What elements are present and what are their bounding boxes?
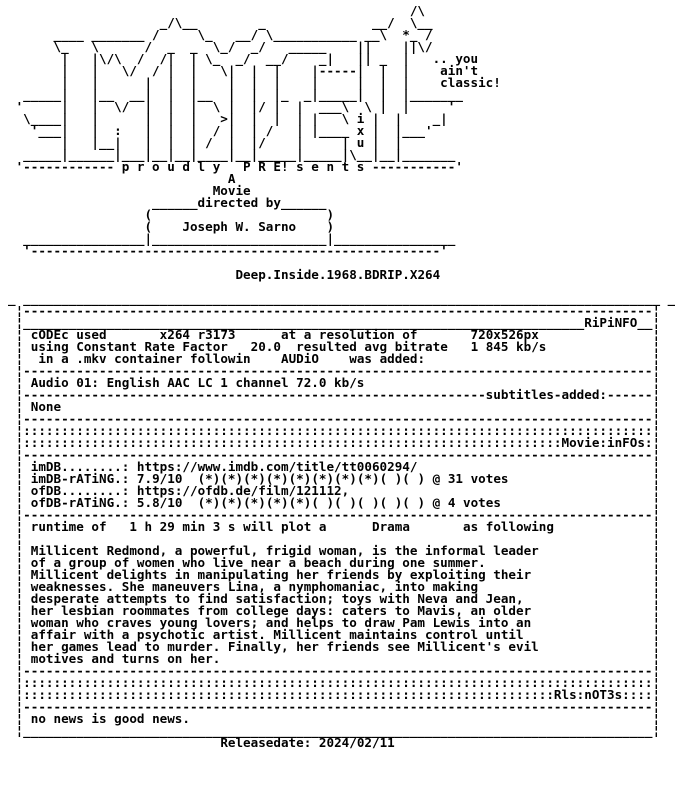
- plot-line: her lesbian roommates from college days: caters to Mavis, an older: [30, 603, 532, 618]
- plot-line: her games lead to murder. Finally, her friends see Millicent's evil: [30, 639, 539, 654]
- ofdb-votes: @ 4 votes: [432, 495, 501, 510]
- codec-label: cODEc used: [30, 327, 107, 342]
- releasedate-label: Releasedate:: [220, 735, 312, 750]
- resolution-label: at a resolution of: [280, 327, 418, 342]
- ofdb-url[interactable]: https://ofdb.de/film/121112,: [136, 483, 350, 498]
- added-text: was added:: [349, 351, 426, 366]
- plot-line: Millicent Redmond, a powerful, frigid woman, is the informal leader: [30, 543, 539, 558]
- ascii-art-line: | |\/\ / /| | \_ _/ __/ _| || _ | .. you: [8, 51, 479, 66]
- ascii-art-line: \_ \ / _ _ \_/ _/ _____ || ||\/: [8, 39, 433, 54]
- notes-header: Rls:nOT3s:: [553, 687, 630, 702]
- audio-label: AUDiO: [281, 351, 319, 366]
- following-text: as following: [462, 519, 554, 534]
- plot-line: weaknesses. She maneuvers Lina, a nymphomaniac, into making: [30, 579, 479, 594]
- releasedate-value: 2024/02/11: [318, 735, 395, 750]
- runtime-value: 1 h 29 min 3 s: [129, 519, 236, 534]
- notes-text: no news is good news.: [30, 711, 190, 726]
- ascii-art-line: ( ): [8, 207, 335, 222]
- ascii-art-line: A: [8, 171, 236, 186]
- plot-line: Millicent delights in manipulating her friends by exploiting their: [30, 567, 532, 582]
- movieinfo-header: Movie:inFOs:: [561, 435, 653, 450]
- subtitles-header: subtitles-added:: [485, 387, 607, 402]
- container-text: in a .mkv container followin: [38, 351, 251, 366]
- ascii-art-line: ____ _______ / \_ __/ \___________ __\ *_ /: [8, 27, 433, 42]
- ascii-art-line: ______directed by______: [8, 195, 327, 210]
- ascii-art-line: /\: [8, 3, 426, 18]
- ofdb-stars: (*)(*)(*)(*)(*)( )( )( )( )( ): [197, 495, 426, 510]
- ascii-art-line: '------------------------------------------------------': [8, 243, 448, 258]
- crf-value: 20.0: [250, 339, 281, 354]
- ascii-art-line: _____| |__ __| | |__ | | |_ _|_____| | |_______: [8, 87, 463, 102]
- imdb-stars: (*)(*)(*)(*)(*)(*)(*)(*)( )( ): [197, 471, 426, 486]
- ascii-art-line: | | | | | | | | | | | | classic!: [8, 75, 501, 90]
- ofdb-rating-label: ofDB-rATiNG.:: [30, 495, 130, 510]
- plot-line: of a group of women who live near a beach during one summer.: [30, 555, 486, 570]
- bitrate-label: resulted avg bitrate: [296, 339, 448, 354]
- ascii-art-line: | |__| | | | / | |/ | | u | |: [8, 135, 403, 150]
- release-title: Deep.Inside.1968.BDRIP.X264: [235, 267, 441, 282]
- imdb-rating-label: imDB-rATiNG.:: [30, 471, 130, 486]
- ascii-art-line: '___| | : | | | / | | / | |____ x | |___': [8, 123, 433, 138]
- crf-label: using Constant Rate Factor: [30, 339, 228, 354]
- genre-value: Drama: [371, 519, 410, 534]
- resolution-value: 720x526px: [470, 327, 539, 342]
- plot-line: desperate attempts to find satisfaction; toys with Neva and Jean,: [30, 591, 524, 606]
- ascii-art-line: | | \/ / | | \| | | |-----| | | ain't: [8, 63, 479, 78]
- codec-value: x264 r3173: [159, 327, 236, 342]
- ascii-art-line: ( Joseph W. Sarno ): [8, 219, 335, 234]
- imdb-label: imDB........:: [30, 459, 130, 474]
- imdb-votes: @ 31 votes: [432, 471, 509, 486]
- ofdb-label: ofDB........:: [30, 483, 130, 498]
- ascii-art-line: _____|______|___|__|__|____|__|_____|_____|\__|__|_______: [8, 147, 456, 162]
- ascii-art-line: ________________|_______________________|________________: [8, 231, 456, 246]
- ripinfo-header: RiPiNFO: [584, 315, 638, 330]
- ascii-art-line: _/\__ _ __/ \__: [8, 15, 433, 30]
- ascii-art-line: '------------ p r o u d l y P R E! s e n t s -----------': [8, 159, 463, 174]
- bitrate-value: 1 845 kb/s: [470, 339, 547, 354]
- audio-track: Audio 01: English AAC LC 1 channel 72.0 kb/s: [30, 375, 365, 390]
- ascii-art-line: \____| | | | | >| | | | | \ i | | _|: [8, 111, 448, 126]
- nfo-document: /\ _/\__ _ __/ \__ ____ _______ / \_ __/ \___________ __\ *_ / \_ \ / _ _ \_/ _/ _____ || ||\/ | |\/\ / /| | \_ _/ __/ _| || _ | .. you | | \/ / | | \| | | |-----| | | ain't | | | | | | | | | | | | classic! _____| |__ __| | |__ | | |_ _|_____| | |_______ ' | | \/ | | | \ | |/ | | ___\ \ | | ' \____| | | | | >| | | | | \ i | | _| '___| | : | | | / | | / | |____ x | |___' | |__| | | | / | |/ | | u | | _____|______|___|__|__|____|__|_____|_____|\__|__|_______ '------------ p r o u d l y P R E! s e n t s -----------' A Movie ______directed by______ ( ) ( Joseph W. Sarno ) ________________|_______________________|________________ '------------------------------------------------------' Deep.Inside.1968.BDRIP.X264 _ ____________________________________________________________________________________ _ ¦-----------------------------------------------------------------------------------¦ ¦__________________________________________________________________________RiPiNFO__¦ ¦ cODEc used x264 r3173 at a resolution of 720x526px ¦ ¦ using Constant Rate Factor 20.0 resulted avg bitrate 1 845 kb/s ¦ ¦ in a .mkv container followin AUDiO was added: ¦ ¦-----------------------------------------------------------------------------------¦ ¦ Audio 01: English AAC LC 1 channel 72.0 kb/s ¦ ¦-------------------------------------------------------------subtitles-added:------¦ ¦ None ¦ ¦-----------------------------------------------------------------------------------¦ ¦:::::::::::::::::::::::::::::::::::::::::::::::::::::::::::::::::::::::::::::::::::¦ ¦:::::::::::::::::::::::::::::::::::::::::::::::::::::::::::::::::::::::Movie:inFOs:¦ ¦-----------------------------------------------------------------------------------¦ ¦ imDB........: https://www.imdb.com/title/tt0060294/ ¦ ¦ imDB-rATiNG.: 7.9/10 (*)(*)(*)(*)(*)(*)(*)(*)( )( ) @ 31 votes ¦ ¦ ofDB........: https://ofdb.de/film/121112, ¦ ¦ ofDB-rATiNG.: 5.8/10 (*)(*)(*)(*)(*)( )( )( )( )( ) @ 4 votes ¦ ¦-----------------------------------------------------------------------------------¦ ¦ runtime of 1 h 29 min 3 s will plot a Drama as following ¦ ¦ ¦ ¦ Millicent Redmond, a powerful, frigid woman, is the informal leader ¦ ¦ of a group of women who live near a beach during one summer. ¦ ¦ Millicent delights in manipulating her friends by exploiting their ¦ ¦ weaknesses. She maneuvers Lina, a nymphomaniac, into making ¦ ¦ desperate attempts to find satisfaction; toys with Neva and Jean, ¦ ¦ her lesbian roommates from college days: caters to Mavis, an older ¦ ¦ woman who craves young lovers; and helps to draw Pam Lewis into an ¦ ¦ affair with a psychotic artist. Millicent maintains control until ¦ ¦ her games lead to murder. Finally, her friends see Millicent's evil ¦ ¦ motives and turns on her. ¦ ¦-----------------------------------------------------------------------------------¦ ¦:::::::::::::::::::::::::::::::::::::::::::::::::::::::::::::::::::::::::::::::::::¦ ¦::::::::::::::::::::::::::::::::::::::::::::::::::::::::::::::::::::::Rls:nOT3s::::¦ ¦-----------------------------------------------------------------------------------¦ ¦ no news is good news. ¦ ¦___________________________________________________________________________________¦ Releasedate: 2024/02/11: [8, 3, 675, 750]
- plot-line: woman who craves young lovers; and helps to draw Pam Lewis into an: [30, 615, 532, 630]
- ascii-art-line: Movie: [8, 183, 251, 198]
- imdb-rating: 7.9/10: [136, 471, 183, 486]
- plot-text: will plot a: [243, 519, 327, 534]
- imdb-url[interactable]: https://www.imdb.com/title/tt0060294/: [136, 459, 418, 474]
- runtime-label: runtime of: [30, 519, 107, 534]
- plot-line: motives and turns on her.: [30, 651, 221, 666]
- subtitles-value: None: [30, 399, 62, 414]
- ofdb-rating: 5.8/10: [136, 495, 183, 510]
- plot-line: affair with a psychotic artist. Millicent maintains control until: [30, 627, 524, 642]
- ascii-art-line: ' | | \/ | | | \ | |/ | | ___\ \ | | ': [8, 99, 456, 114]
